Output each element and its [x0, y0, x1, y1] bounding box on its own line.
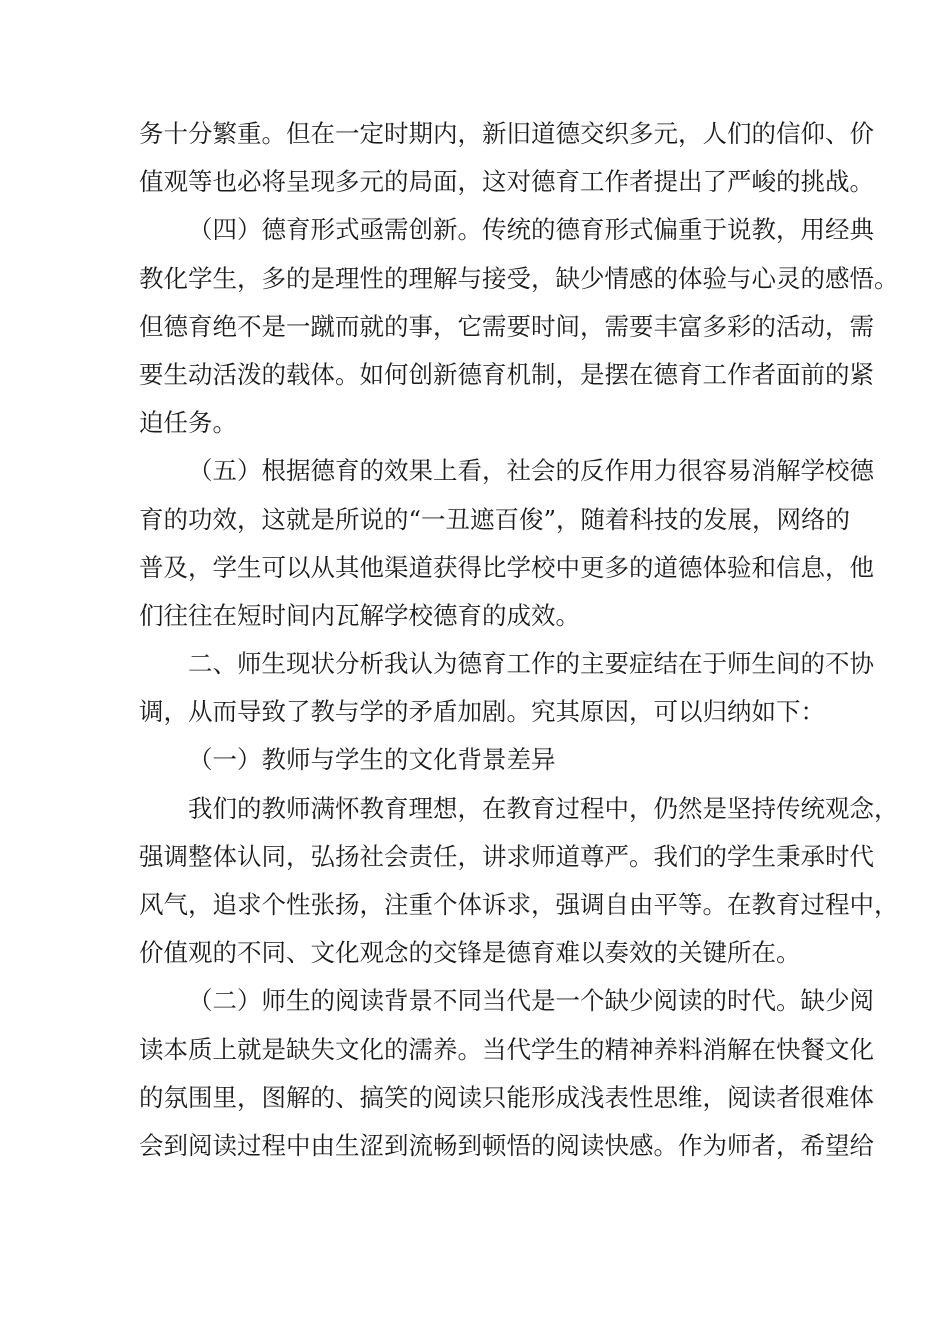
text-line: （四）德育形式亟需创新。传统的德育形式偏重于说教，用经典 [188, 215, 874, 245]
text-line: 育的功效，这就是所说的“一丑遮百俊”，随着科技的发展，网络的 [139, 504, 851, 534]
text-line: 教化学生，多的是理性的理解与接受，缺少情感的体验与心灵的感悟。 [139, 263, 899, 293]
text-line: 但德育绝不是一蹴而就的事，它需要时间，需要丰富多彩的活动，需 [139, 311, 874, 341]
text-line: 普及，学生可以从其他渠道获得比学校中更多的道德体验和信息，他 [139, 552, 874, 582]
text-line: 价值观的不同、文化观念的交锋是德育难以奏效的关键所在。 [139, 938, 801, 968]
document-body [139, 110, 899, 1170]
text-line: 迫任务。 [139, 408, 237, 438]
text-line: 要生动活泼的载体。如何创新德育机制，是摆在德育工作者面前的紧 [139, 359, 874, 389]
text-line: 我们的教师满怀教育理想，在教育过程中，仍然是坚持传统观念， [188, 793, 899, 823]
text-line: 务十分繁重。但在一定时期内，新旧道德交织多元，人们的信仰、价 [139, 119, 874, 148]
text-line: （二）师生的阅读背景不同当代是一个缺少阅读的时代。缺少阅 [188, 986, 874, 1016]
text-line: 二、师生现状分析我认为德育工作的主要症结在于师生间的不协 [188, 649, 874, 679]
text-line: 调，从而导致了教与学的矛盾加剧。究其原因，可以归纳如下： [139, 697, 825, 727]
text-line: 们往往在短时间内瓦解学校德育的成效。 [139, 600, 580, 630]
text-line: 会到阅读过程中由生涩到流畅到顿悟的阅读快感。作为师者，希望给 [139, 1130, 874, 1160]
text-line: 风气，追求个性张扬，注重个体诉求，强调自由平等。在教育过程中， [139, 890, 899, 919]
text-line: 的氛围里，图解的、搞笑的阅读只能形成浅表性思维，阅读者很难体 [139, 1082, 874, 1112]
text-line: 读本质上就是缺失文化的濡养。当代学生的精神养料消解在快餐文化 [139, 1034, 874, 1064]
section-heading: （一）教师与学生的文化背景差异 [188, 745, 556, 775]
text-line: 强调整体认同，弘扬社会责任，讲求师道尊严。我们的学生秉承时代 [139, 841, 874, 871]
text-line: （五）根据德育的效果上看，社会的反作用力很容易消解学校德 [188, 456, 874, 486]
text-line: 值观等也必将呈现多元的局面，这对德育工作者提出了严峻的挑战。 [139, 167, 874, 197]
